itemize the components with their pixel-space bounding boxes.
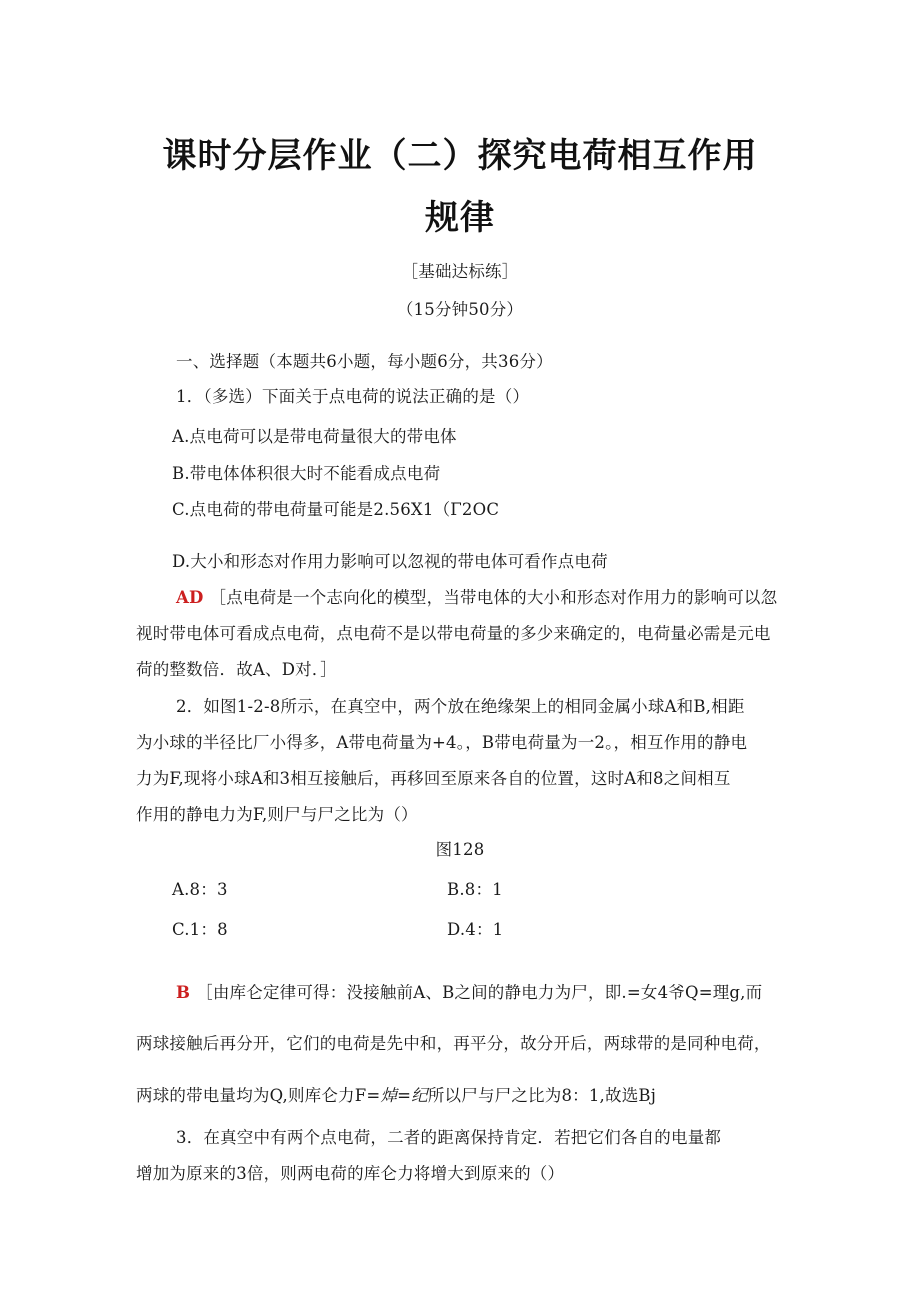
q3-stem-line-2: 增加为原来的3倍，则两电荷的库仑力将增大到原来的（） [136, 1164, 565, 1183]
q1-explanation-line-3: 荷的整数倍．故A、D对．］ [136, 660, 337, 679]
q1-option-b: B.带电体体积很大时不能看成点电荷 [172, 464, 441, 483]
q2-stem-line-2: 为小球的半径比厂小得多，A带电荷量为+4。，B带电荷量为一2。，相互作用的静电 [136, 733, 748, 752]
section-time: （15分钟50分） [396, 300, 524, 319]
q2-option-c: C.1：8 [172, 920, 228, 939]
q2-exp-3c: 所以尸与尸之比为8：1,故选Bj [427, 1086, 657, 1105]
q2-exp-3a: 两球的带电量均为Q,则库仑力F [136, 1086, 367, 1105]
q1-answer: AD [176, 588, 204, 607]
q2-figure-caption: 图128 [435, 840, 485, 859]
q2-explanation-line-2: 两球接触后再分开，它们的电荷是先中和，再平分，故分开后，两球带的是同种电荷， [136, 1034, 771, 1053]
title-line-1: 课时分层作业（二）探究电荷相互作用 [162, 136, 758, 176]
section-name: ［基础达标练］ [401, 262, 519, 281]
q1-option-a: A.点电荷可以是带电荷量很大的带电体 [172, 427, 457, 446]
q1-stem: 1．（多选）下面关于点电荷的说法正确的是（） [176, 387, 530, 406]
q1-explanation-line-1 [176, 584, 777, 608]
q1-option-c: C.点电荷的带电荷量可能是2.56X1（Γ2OC [172, 500, 500, 519]
q3-stem-line-1: 3．在真空中有两个点电荷，二者的距离保持肯定．若把它们各自的电量都 [176, 1128, 722, 1147]
q2-explanation-line-1 [176, 979, 762, 1003]
q2-stem-line-1: 2．如图1-2-8所示，在真空中，两个放在绝缘架上的相同金属小球A和B,相距 [176, 697, 745, 716]
q2-exp-1: ［由库仑定律可得：没接触前A、B之间的静电力为尸，即.=女4爷Q=理g,而 [196, 983, 763, 1002]
title-line-2: 规律 [425, 198, 495, 238]
q2-answer: B [176, 983, 191, 1002]
part1-header: 一、选择题（本题共6小题，每小题6分，共36分） [176, 352, 553, 371]
q2-option-a: A.8：3 [172, 880, 228, 899]
q2-explanation-line-3 [136, 1082, 656, 1106]
q1-explanation-line-2: 视时带电体可看成点电荷，点电荷不是以带电荷量的多少来确定的，电荷量必需是元电 [136, 624, 771, 643]
q2-option-b: B.8：1 [447, 880, 503, 899]
q2-stem-line-4: 作用的静电力为F,则尸与尸之比为（） [136, 805, 418, 824]
q1-exp-1: ［点电荷是一个志向化的模型，当带电体的大小和形态对作用力的影响可以忽 [209, 588, 778, 607]
q2-exp-3b: =焯=纪 [366, 1086, 428, 1105]
q2-option-d: D.4：1 [447, 920, 504, 939]
q1-option-d: D.大小和形态对作用力影响可以忽视的带电体可看作点电荷 [172, 552, 608, 571]
q2-stem-line-3: 力为F,现将小球A和3相互接触后，再移回至原来各自的位置，这时A和8之间相互 [136, 769, 731, 788]
